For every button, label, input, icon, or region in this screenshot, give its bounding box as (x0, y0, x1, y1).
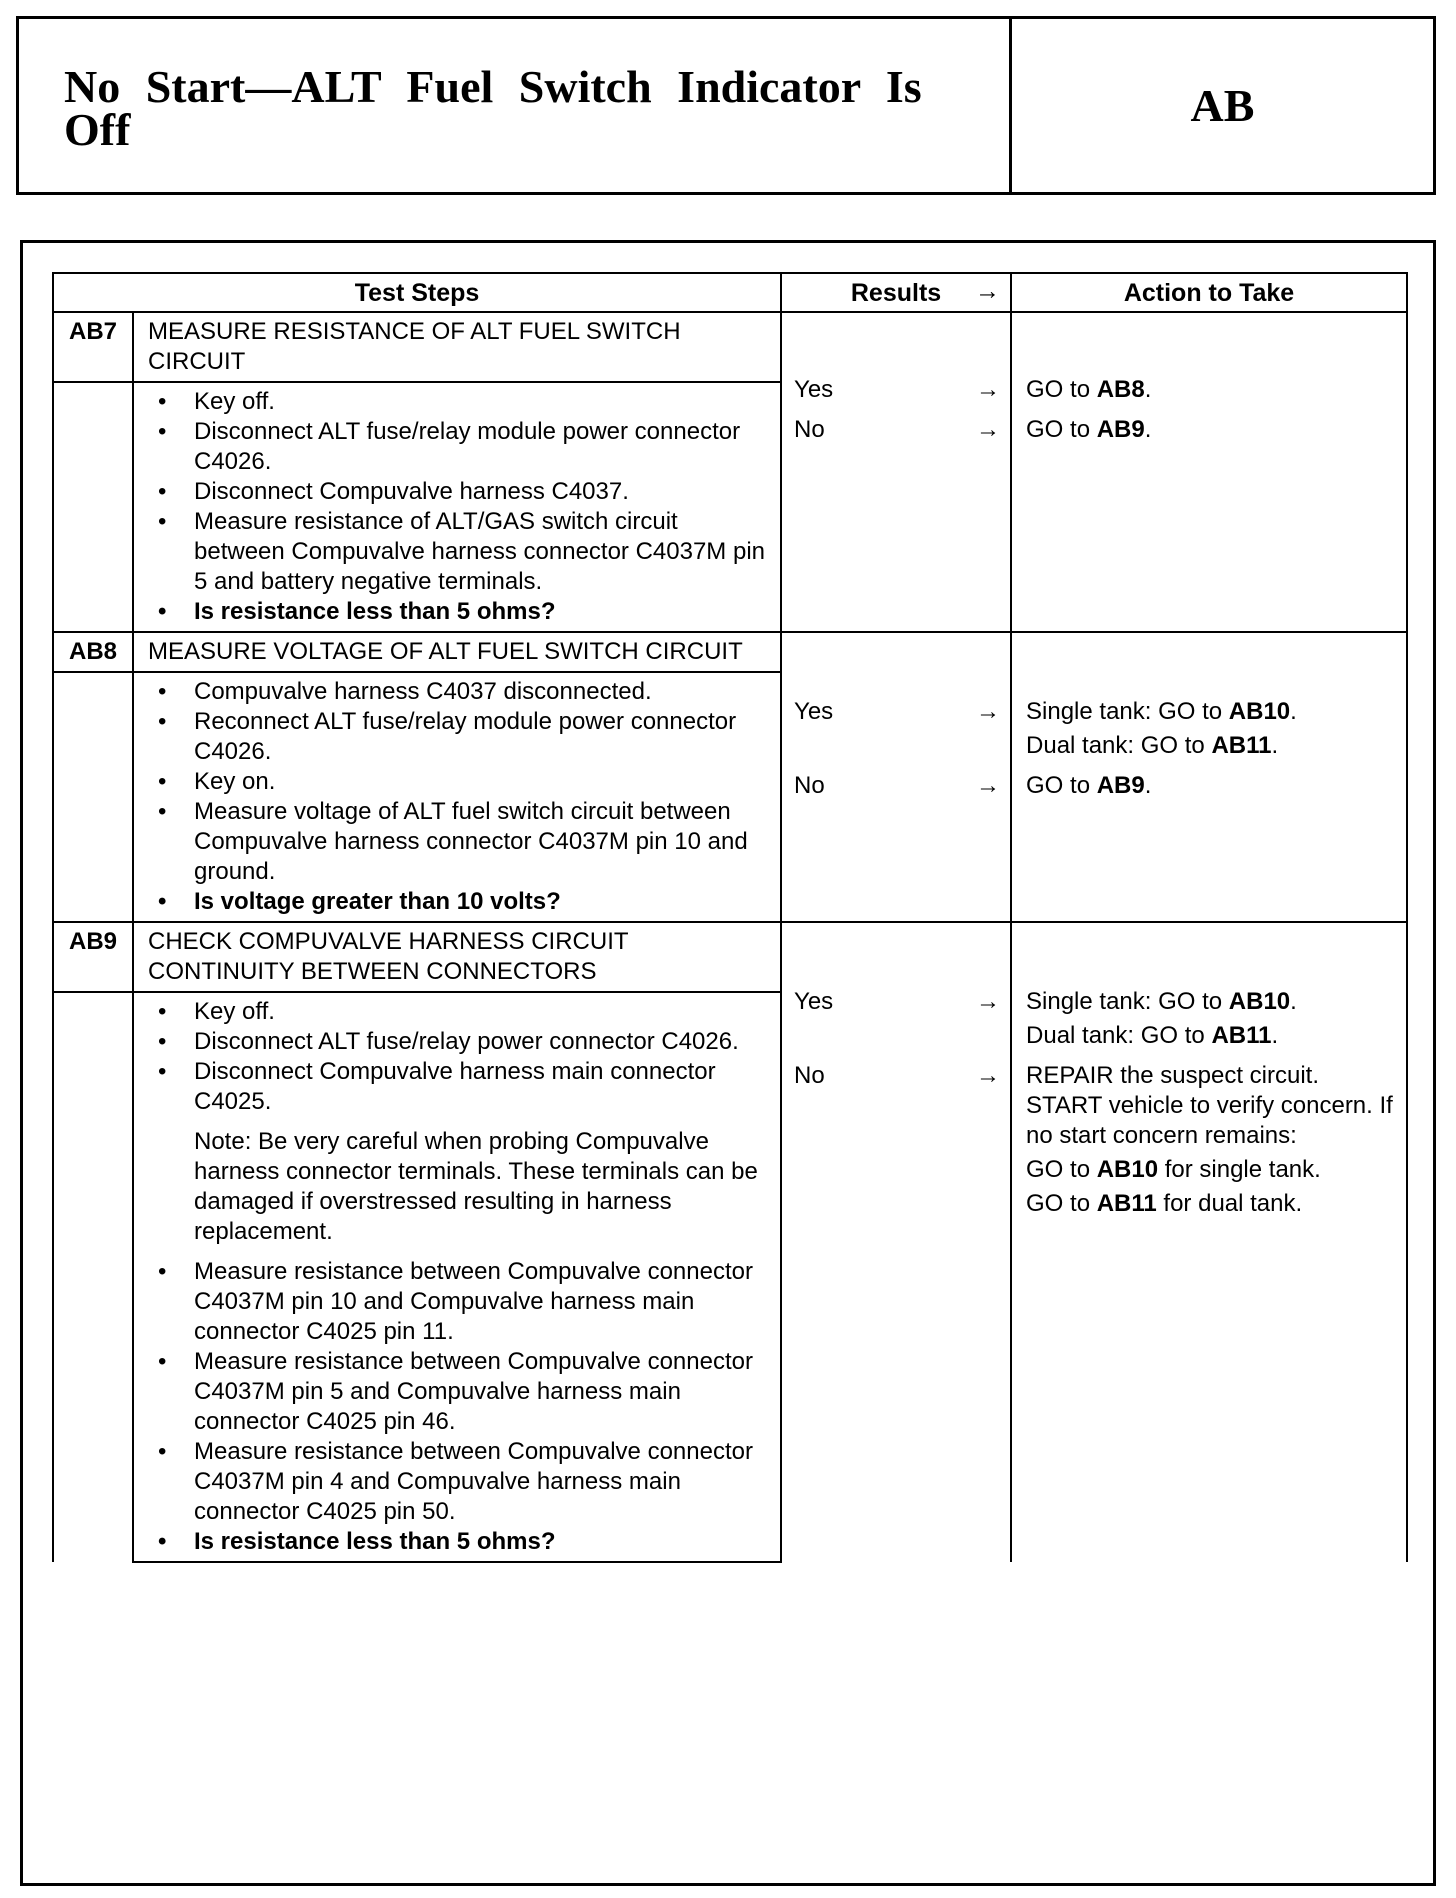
action-yes2-ab9: Dual tank: GO to AB11. (1026, 1022, 1279, 1049)
action-no3-ab9: GO to AB11 for dual tank. (1026, 1190, 1303, 1217)
test-steps-table (52, 272, 1408, 1563)
list-item: • Compuvalve harness C4037 disconnected. (154, 677, 768, 707)
step-question-ab9: • Is resistance less than 5 ohms? (154, 1527, 768, 1557)
step-heading-row-ab7 (53, 312, 1407, 382)
arrow-icon: → (976, 988, 1001, 1015)
column-header-results (781, 273, 1011, 312)
arrow-icon: → (976, 1062, 1001, 1089)
list-item: • Measure resistance between Compuvalve connector C4037M pin 4 and Compuvalve harness main connector C4025 pin 50. (154, 1437, 768, 1527)
action-yes2-ab8: Dual tank: GO to AB11. (1026, 732, 1279, 759)
step-body-ab8 (133, 672, 781, 922)
results-ab8 (781, 632, 1011, 922)
step-heading-ab9: CHECK COMPUVALVE HARNESS CIRCUIT CONTINUITY BETWEEN CONNECTORS (133, 922, 781, 992)
results-label: Results (850, 278, 942, 307)
section-code: AB (1190, 80, 1255, 131)
step-list-ab8 (154, 677, 768, 917)
list-item: • Disconnect Compuvalve harness main connector C4025. (154, 1057, 768, 1117)
step-list-ab7 (154, 387, 768, 627)
actions-ab7 (1011, 312, 1407, 632)
list-item: • Reconnect ALT fuse/relay module power connector C4026. (154, 707, 768, 767)
step-heading-row-ab9 (53, 922, 1407, 992)
action-yes1-ab9: Single tank: GO to AB10. (1026, 988, 1297, 1015)
arrow-icon: → (976, 416, 1001, 443)
action-yes-ab7: GO to AB8. (1026, 376, 1152, 403)
list-item: • Measure resistance of ALT/GAS switch circuit between Compuvalve harness connector C4037M pin 5 and battery negative terminals. (154, 507, 768, 597)
arrow-icon: → (975, 277, 1001, 305)
list-item: • Disconnect ALT fuse/relay module power connector C4026. (154, 417, 768, 477)
page-header (16, 16, 1436, 195)
page-title: No Start—ALT Fuel Switch Indicator Is Off (64, 61, 922, 155)
result-yes-ab7: Yes → (794, 376, 1001, 403)
arrow-icon: → (976, 772, 1001, 799)
action-no-ab9: REPAIR the suspect circuit. START vehicle to verify concern. If no start concern remains: (1026, 1062, 1393, 1149)
actions-ab9 (1011, 922, 1407, 1562)
action-no-ab8: GO to AB9. (1026, 772, 1152, 799)
action-no-ab7: GO to AB9. (1026, 416, 1152, 443)
step-body-ab7 (133, 382, 781, 632)
step-note-ab9: Note: Be very careful when probing Compuvalve harness connector terminals. These terminals can be damaged if overstressed resulting in harness replacement. (194, 1128, 758, 1245)
action-yes1-ab8: Single tank: GO to AB10. (1026, 698, 1297, 725)
arrow-icon: → (976, 376, 1001, 403)
step-id-ab7: AB7 (53, 312, 133, 382)
list-item: • Key off. (154, 387, 768, 417)
results-ab7 (781, 312, 1011, 632)
action-no2-ab9: GO to AB10 for single tank. (1026, 1156, 1321, 1183)
list-item: • Measure resistance between Compuvalve connector C4037M pin 5 and Compuvalve harness main connector C4025 pin 46. (154, 1347, 768, 1437)
result-yes-ab9: Yes → (794, 988, 1001, 1015)
list-item: • Disconnect ALT fuse/relay power connector C4026. (154, 1027, 768, 1057)
step-body-ab9 (133, 992, 781, 1562)
step-heading-row-ab8 (53, 632, 1407, 672)
list-item: • Measure voltage of ALT fuel switch circuit between Compuvalve harness connector C4037M pin 10 and ground. (154, 797, 768, 887)
step-question-ab7: • Is resistance less than 5 ohms? (154, 597, 768, 627)
step-question-ab8: • Is voltage greater than 10 volts? (154, 887, 768, 917)
list-item: • Measure resistance between Compuvalve connector C4037M pin 10 and Compuvalve harness main connector C4025 pin 11. (154, 1257, 768, 1347)
results-ab9 (781, 922, 1011, 1562)
result-yes-ab8: Yes → (794, 698, 1001, 725)
result-no-ab7: No → (794, 416, 1001, 443)
step-id-ab8: AB8 (53, 632, 133, 672)
step-heading-ab8: MEASURE VOLTAGE OF ALT FUEL SWITCH CIRCUIT (133, 632, 781, 672)
column-header-action: Action to Take (1011, 273, 1407, 312)
step-id-ab9: AB9 (53, 922, 133, 992)
column-header-test-steps: Test Steps (53, 273, 781, 312)
table-header-row (53, 273, 1407, 312)
actions-ab8 (1011, 632, 1407, 922)
list-item: • Disconnect Compuvalve harness C4037. (154, 477, 768, 507)
result-no-ab8: No → (794, 772, 1001, 799)
step-heading-ab7: MEASURE RESISTANCE OF ALT FUEL SWITCH CIRCUIT (133, 312, 781, 382)
step-list-ab9 (154, 997, 768, 1557)
list-item: • Key on. (154, 767, 768, 797)
result-no-ab9: No → (794, 1062, 1001, 1089)
list-item: • Key off. (154, 997, 768, 1027)
arrow-icon: → (976, 698, 1001, 725)
